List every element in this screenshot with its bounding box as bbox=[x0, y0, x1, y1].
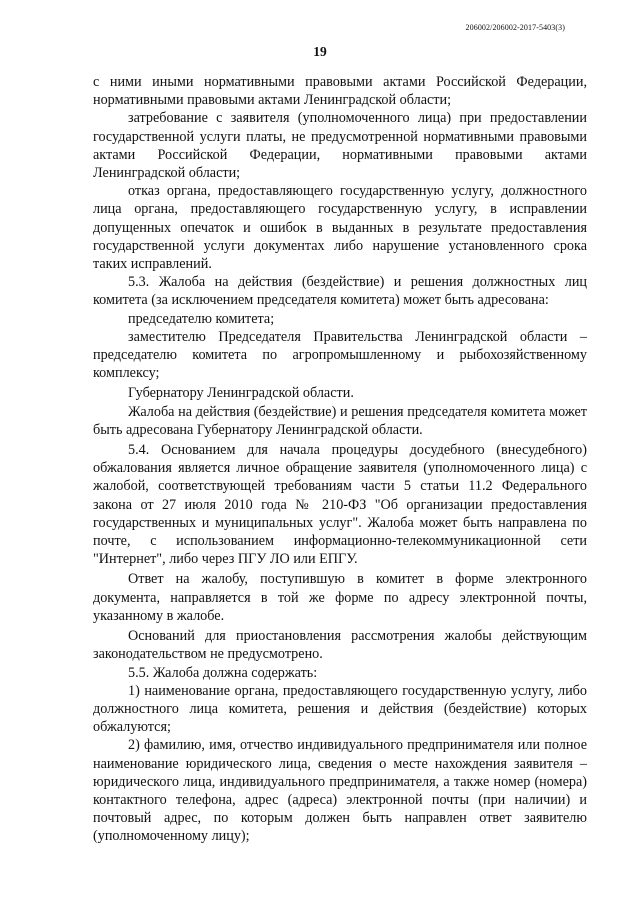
paragraph: Оснований для приостановления рассмотрения жалобы действующим законодательством не предусмотрено. bbox=[93, 628, 587, 663]
paragraph: отказ органа, предоставляющего государственную услугу, должностного лица органа, предоставляющего государственную услугу, в исправлении допущенных опечаток и ошибок в выданных в результате предоставления государственной услуги документах либо нарушение установленного срока таких исправлений. bbox=[93, 183, 587, 273]
paragraph: 1) наименование органа, предоставляющего государственную услугу, либо должностного лица комитета, решения и действия (бездействие) которых обжалуются; bbox=[93, 682, 587, 736]
paragraph: 5.5. Жалоба должна содержать: bbox=[128, 664, 318, 681]
paragraph: председателю комитета; bbox=[128, 310, 275, 327]
paragraph: затребование с заявителя (уполномоченного лица) при предоставлении государственной услуги платы, не предусмотренной нормативными правовыми актами Российской Федерации, нормативными правовыми актами Ленинградской области; bbox=[93, 110, 587, 182]
paragraph: 5.4. Основанием для начала процедуры досудебного (внесудебного) обжалования является личное обращение заявителя (уполномоченного лица) с жалобой, соответствующей требованиям части 5 статьи 11.2 Федерального закона от 27 июля 2010 года № 210-ФЗ "Об организации предоставления государственных и муниципальных услуг". Жалоба может быть направлена по почте, с использованием информационно-телекоммуникационной сети "Интернет", либо через ПГУ ЛО или ЕПГУ. bbox=[93, 442, 587, 568]
document-body bbox=[93, 73, 587, 846]
paragraph: заместителю Председателя Правительства Ленинградской области – председателю комитета по агропромышленному и рыбохозяйственному комплексу; bbox=[93, 328, 587, 382]
page-number: 19 bbox=[313, 44, 327, 59]
paragraph: Губернатору Ленинградской области. bbox=[128, 385, 354, 402]
paragraph: Жалоба на действия (бездействие) и решения председателя комитета может быть адресована Губернатору Ленинградской области. bbox=[93, 403, 587, 438]
paragraph: 5.3. Жалоба на действия (бездействие) и решения должностных лиц комитета (за исключением председателя комитета) может быть адресована: bbox=[93, 274, 587, 309]
document-code: 206002/206002-2017-5403(3) bbox=[465, 23, 565, 32]
paragraph: с ними иными нормативными правовыми актами Российской Федерации, нормативными правовыми актами Ленинградской области; bbox=[93, 74, 587, 109]
paragraph: Ответ на жалобу, поступившую в комитет в форме электронного документа, направляется в той же форме по адресу электронной почты, указанному в жалобе. bbox=[93, 571, 587, 624]
paragraph: 2) фамилию, имя, отчество индивидуального предпринимателя или полное наименование юридического лица, сведения о месте нахождения заявителя – юридического лица, индивидуального предпринимателя, а также номер (номера) контактного телефона, адрес (адреса) электронной почты (при наличии) и почтовый адрес, по которым должен быть направлен ответ заявителю (уполномоченному лицу); bbox=[93, 737, 587, 845]
